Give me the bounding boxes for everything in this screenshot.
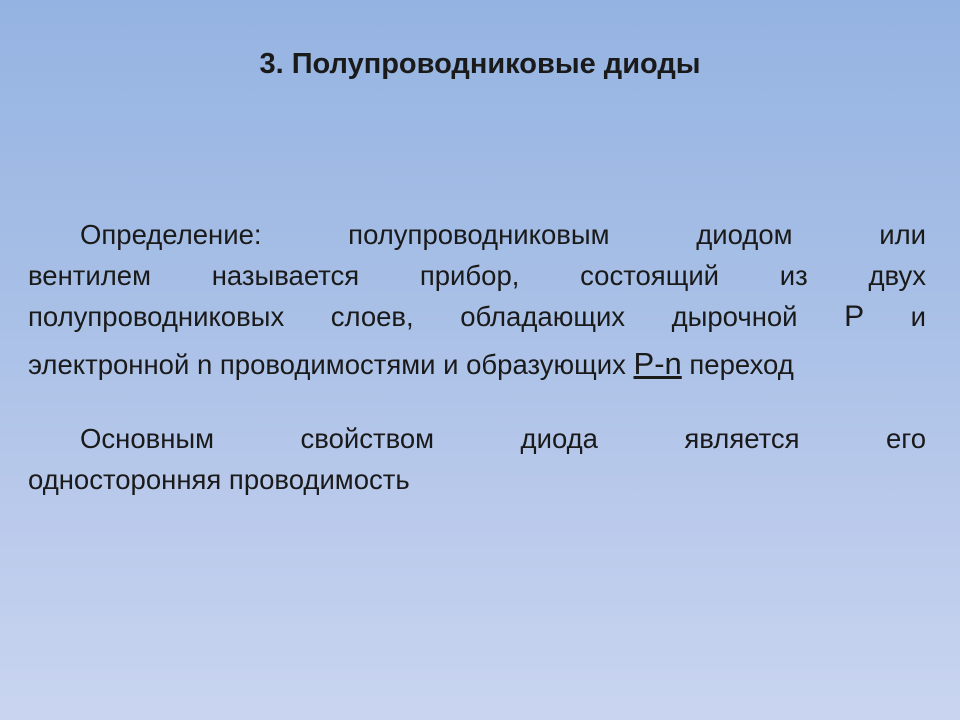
and-word: и xyxy=(910,301,926,332)
property-paragraph xyxy=(28,418,926,500)
definition-line-4-end: переход xyxy=(689,349,794,380)
property-line-2: односторонняя проводимость xyxy=(28,464,410,495)
slide-title: 3. Полупроводниковые диоды xyxy=(259,48,701,80)
definition-line-1 xyxy=(28,214,926,255)
p-letter: Р xyxy=(844,300,865,333)
definition-line-4-start: электронной xyxy=(28,349,190,380)
definition-line-1-text: Определение: полупроводниковым диодом или xyxy=(80,219,926,250)
definition-line-4 xyxy=(28,343,926,385)
definition-paragraph xyxy=(28,214,926,385)
definition-line-3 xyxy=(28,296,926,337)
definition-line-3-text: полупроводниковых слоев, обладающих дырочной xyxy=(28,301,798,332)
property-line-1 xyxy=(28,418,926,459)
definition-line-2: вентилем называется прибор, состоящий из двух xyxy=(28,260,926,291)
n-letter: n xyxy=(196,349,213,380)
pn-junction-label: Р-n xyxy=(633,346,682,381)
property-line-1-text: Основным свойством диода является его xyxy=(80,423,926,454)
definition-line-4-middle: проводимостями и образующих xyxy=(219,349,626,380)
